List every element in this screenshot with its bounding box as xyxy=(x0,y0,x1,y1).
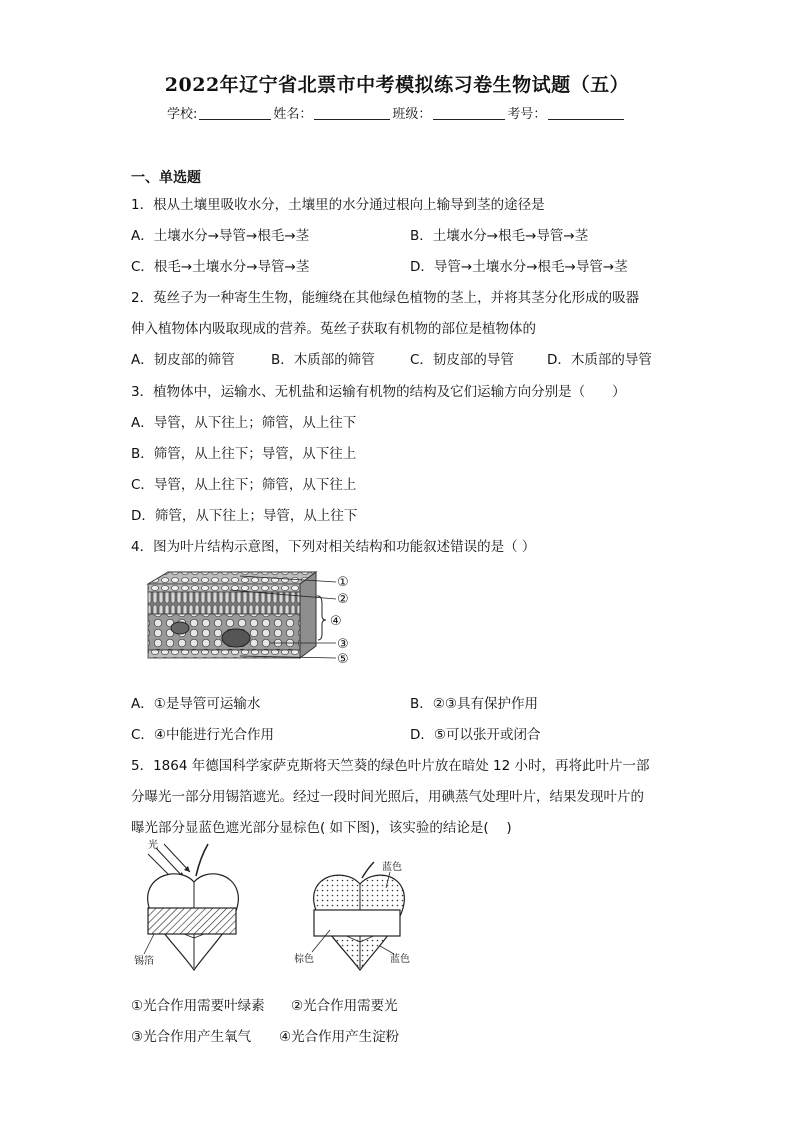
name-blank[interactable] xyxy=(314,105,390,120)
q5-stem-line1: 5．1864 年德国科学家萨克斯将天竺葵的绿色叶片放在暗处 12 小时，再将此叶片一部 xyxy=(131,758,650,774)
student-info-row xyxy=(167,103,626,122)
school-blank[interactable] xyxy=(199,105,271,120)
blue-label-bottom: 蓝色 xyxy=(390,954,410,965)
label-1: ① xyxy=(337,575,349,590)
light-label: 光 xyxy=(148,840,158,851)
q1-option-b: B．土壤水分→根毛→导管→茎 xyxy=(410,228,589,244)
class-label: 班级： xyxy=(392,107,432,122)
leaf-foil-diagram xyxy=(134,838,254,976)
q4-option-b: B．②③具有保护作用 xyxy=(410,696,538,712)
vein-small xyxy=(171,622,189,634)
q4-option-d: D．⑤可以张开或闭合 xyxy=(410,727,541,743)
q2-stem-line1: 2．菟丝子为一种寄生生物，能缠绕在其他绿色植物的茎上，并将其茎分化形成的吸器 xyxy=(131,290,640,306)
upper-epidermis xyxy=(148,584,300,592)
page-title: 2022年辽宁省北票市中考模拟练习卷生物试题（五） xyxy=(164,74,630,96)
class-blank[interactable] xyxy=(433,105,505,120)
label-2: ② xyxy=(337,592,349,607)
q1-option-a: A．土壤水分→导管→根毛→茎 xyxy=(131,228,310,244)
q1-stem: 1．根从土壤里吸收水分，土壤里的水分通过根向上输导到茎的途径是 xyxy=(131,197,545,213)
palisade-layer xyxy=(148,592,300,614)
q4-option-a: A．①是导管可运输水 xyxy=(131,696,261,712)
blue-label-top: 蓝色 xyxy=(382,862,402,873)
q2-stem-line2: 伸入植物体内吸取现成的营养。菟丝子获取有机物的部位是植物体的 xyxy=(131,321,536,337)
q3-option-a: A．导管，从下往上；筛管，从上往下 xyxy=(131,415,357,431)
brown-label: 棕色 xyxy=(294,954,314,965)
exam-no-label: 考号： xyxy=(507,107,547,122)
label-5: ⑤ xyxy=(337,652,349,667)
upper-epidermis-surface xyxy=(148,572,316,584)
spongy-layer xyxy=(148,614,300,650)
leaf-structure-diagram xyxy=(140,568,365,670)
q1-option-c: C．根毛→土壤水分→导管→茎 xyxy=(131,259,310,275)
q4-stem: 4．图为叶片结构示意图，下列对相关结构和功能叙述错误的是（ ） xyxy=(131,539,536,555)
q2-option-c: C．韧皮部的导管 xyxy=(410,352,514,368)
q1-option-d: D．导管→土壤水分→根毛→导管→茎 xyxy=(410,259,628,275)
tin-foil xyxy=(148,908,236,934)
q4-option-c: C．④中能进行光合作用 xyxy=(131,727,275,743)
q5-statement-2: ②光合作用需要光 xyxy=(291,998,398,1014)
q3-option-d: D．筛管，从下往上；导管，从上往下 xyxy=(131,508,358,524)
q5-statement-4: ④光合作用产生淀粉 xyxy=(279,1029,400,1045)
section-heading: 一、单选题 xyxy=(131,170,201,186)
q5-statement-3: ③光合作用产生氧气 xyxy=(131,1029,252,1045)
leaf-iodine-diagram xyxy=(290,858,420,978)
q3-option-b: B．筛管，从上往下；导管，从下往上 xyxy=(131,446,357,462)
name-label: 姓名： xyxy=(273,107,313,122)
covered-region xyxy=(314,910,400,936)
leaf-side-face xyxy=(300,572,316,658)
vein xyxy=(222,629,250,647)
label-3: ③ xyxy=(337,637,349,652)
q5-statement-1: ①光合作用需要叶绿素 xyxy=(131,998,265,1014)
label-4: ④ xyxy=(330,614,342,629)
q2-option-d: D．木质部的导管 xyxy=(547,352,652,368)
foil-label: 锡箔 xyxy=(134,956,154,967)
q5-stem-line2: 分曝光一部分用锡箔遮光。经过一段时间光照后，用碘蒸气处理叶片，结果发现叶片的 xyxy=(131,789,644,805)
q3-option-c: C．导管，从上往下；筛管，从下往上 xyxy=(131,477,357,493)
q3-stem: 3．植物体中，运输水、无机盐和运输有机物的结构及它们运输方向分别是（ ） xyxy=(131,384,626,400)
q2-option-a: A．韧皮部的筛管 xyxy=(131,352,235,368)
school-label: 学校: xyxy=(167,107,198,122)
q2-option-b: B．木质部的筛管 xyxy=(271,352,375,368)
q5-stem-line3: 曝光部分显蓝色遮光部分显棕色( 如下图)，该实验的结论是( ) xyxy=(131,820,512,836)
exam-no-blank[interactable] xyxy=(548,105,624,120)
